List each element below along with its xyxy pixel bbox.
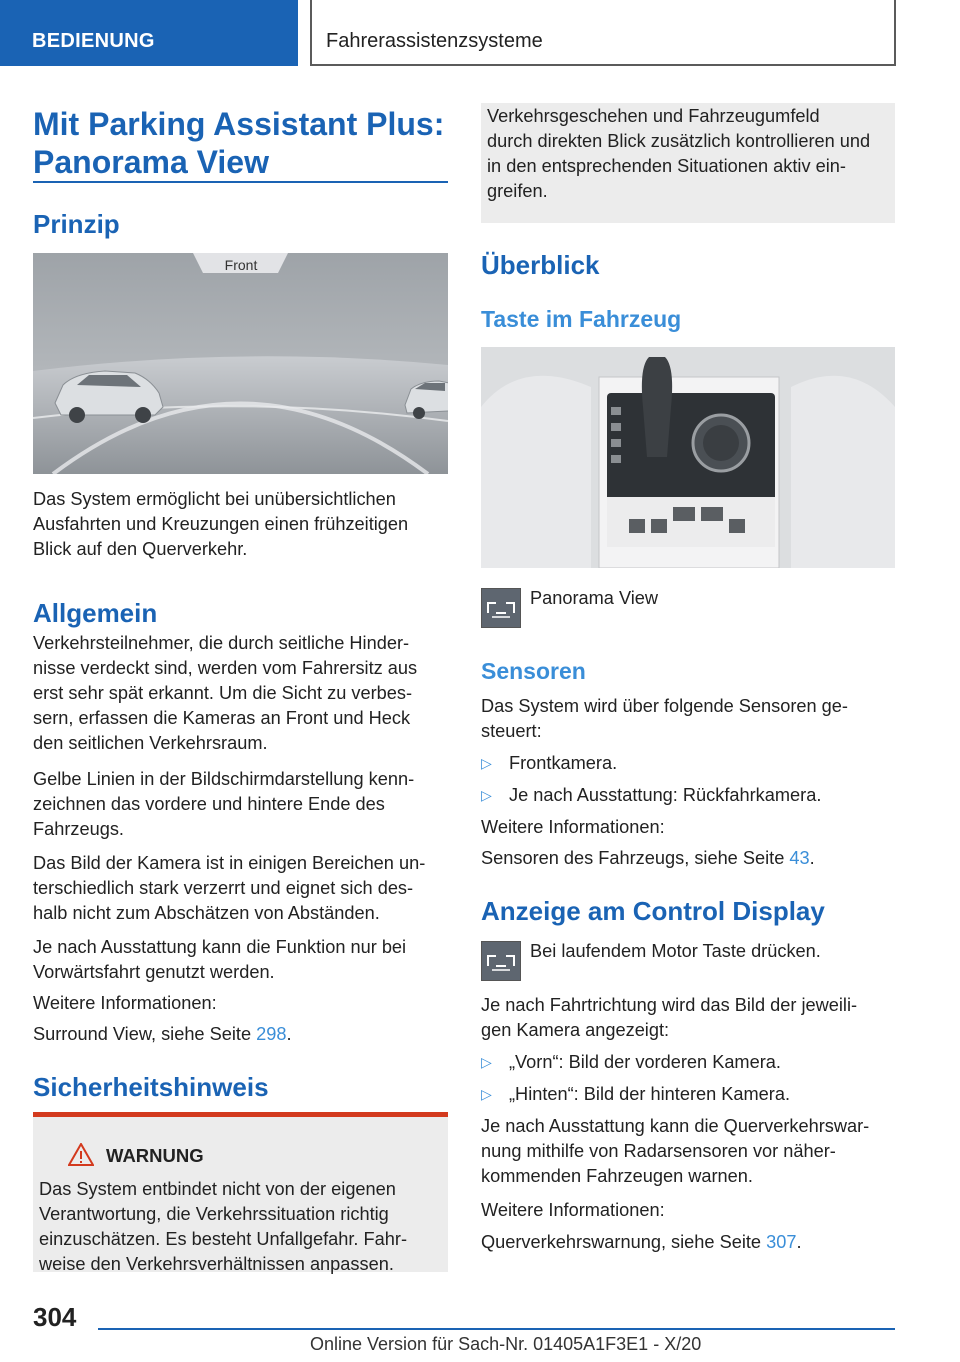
page-link-307[interactable]: 307 [766, 1232, 797, 1252]
more-info-label: Weitere Informationen: [33, 993, 217, 1013]
surround-view-reference: Surround View, siehe Seite 298. [33, 1024, 292, 1044]
querverkehr-reference: Querverkehrswarnung, siehe Seite 307. [481, 1232, 802, 1252]
prinzip-text: Das System ermöglicht bei unübersichtlichen Ausfahrten und Kreuzungen einen frühzeitigen Blick auf den Querverkehr. [33, 489, 409, 559]
warning-box [33, 1112, 448, 1272]
allgemein-paragraph-3: Das Bild der Kamera ist in einigen Bereichen un- terschiedlich stark verzerrt und eignet sich des- halb nicht zum Abschätzen von Abständen. [33, 853, 426, 923]
heading-anzeige-control-display: Anzeige am Control Display [481, 896, 825, 926]
allgemein-paragraph-4: Je nach Ausstattung kann die Funktion nur bei Vorwärtsfahrt genutzt werden. [33, 937, 407, 982]
section-tab: BEDIENUNG [0, 0, 298, 66]
anzeige-instruction: Bei laufendem Motor Taste drücken. [530, 941, 821, 961]
panorama-view-button-icon [481, 941, 521, 981]
heading-allgemein: Allgemein [33, 598, 158, 628]
querverkehr-text: Je nach Ausstattung kann die Querverkehrswar- nung mithilfe von Radarsensoren vor näher- kommenden Fahrzeugen warnen. [481, 1116, 870, 1186]
allgemein-paragraph-2: Gelbe Linien in der Bildschirmdarstellung kenn- zeichnen das vordere und hintere Ende des Fahrzeugs. [33, 769, 415, 839]
sensoren-text: Das System wird über folgende Sensoren ge- steuert: [481, 696, 848, 741]
warning-continuation-box: Verkehrsgeschehen und Fahrzeugumfeld durch direkten Blick zusätzlich kontrollieren und in den entsprechenden Situationen aktiv ein- greifen. [481, 103, 895, 223]
footer-online-version: Online Version für Sach-Nr. 01405A1F3E1 - X/20 [310, 1334, 702, 1354]
front-camera-label: Front [224, 257, 258, 273]
warning-text: Das System entbindet nicht von der eigenen Verantwortung, die Verkehrssituation richtig einzuschätzen. Es besteht Unfallgefahr. Fahr- weise den Verkehrsverhältnissen anpassen. [39, 1179, 407, 1274]
list-item: ▷ „Vorn“: Bild der vorderen Kamera. [481, 1052, 781, 1072]
page-number: 304 [33, 1302, 77, 1332]
title-rule [33, 181, 448, 183]
panorama-camera-image [33, 253, 448, 474]
heading-prinzip: Prinzip [33, 209, 120, 239]
page-title: Mit Parking Assistant Plus: Panorama View [33, 106, 445, 180]
chapter-title: Fahrerassistenzsysteme [310, 0, 896, 66]
center-console-image [481, 347, 895, 568]
allgemein-paragraph-1: Verkehrsteilnehmer, die durch seitliche Hinder- nisse verdeckt sind, werden vom Fahrersitz aus erst sehr spät erkannt. Um die Sicht zu verbes- sern, erfassen die Kameras an Front und Heck den seitlichen Verkehrsraum. [33, 633, 418, 753]
more-info-label: Weitere Informationen: [481, 1200, 665, 1220]
page-link-298[interactable]: 298 [256, 1024, 287, 1044]
list-item: ▷ Je nach Ausstattung: Rückfahrkamera. [481, 785, 822, 805]
heading-taste-im-fahrzeug: Taste im Fahrzeug [481, 306, 682, 332]
warning-triangle-icon [68, 1143, 94, 1166]
heading-sicherheitshinweis: Sicherheitshinweis [33, 1072, 269, 1102]
warning-title: WARNUNG [106, 1145, 204, 1166]
anzeige-text: Je nach Fahrtrichtung wird das Bild der jeweili- gen Kamera angezeigt: [481, 995, 858, 1040]
button-caption: Panorama View [530, 588, 659, 608]
panorama-view-button-icon [481, 588, 521, 628]
more-info-label: Weitere Informationen: [481, 817, 665, 837]
heading-sensoren: Sensoren [481, 658, 586, 684]
heading-ueberblick: Überblick [481, 250, 600, 280]
list-item: ▷ Frontkamera. [481, 753, 618, 773]
page-link-43[interactable]: 43 [789, 848, 810, 868]
sensor-reference: Sensoren des Fahrzeugs, siehe Seite 43. [481, 848, 815, 868]
footer-rule [98, 1328, 895, 1330]
list-item: ▷ „Hinten“: Bild der hinteren Kamera. [481, 1084, 791, 1104]
